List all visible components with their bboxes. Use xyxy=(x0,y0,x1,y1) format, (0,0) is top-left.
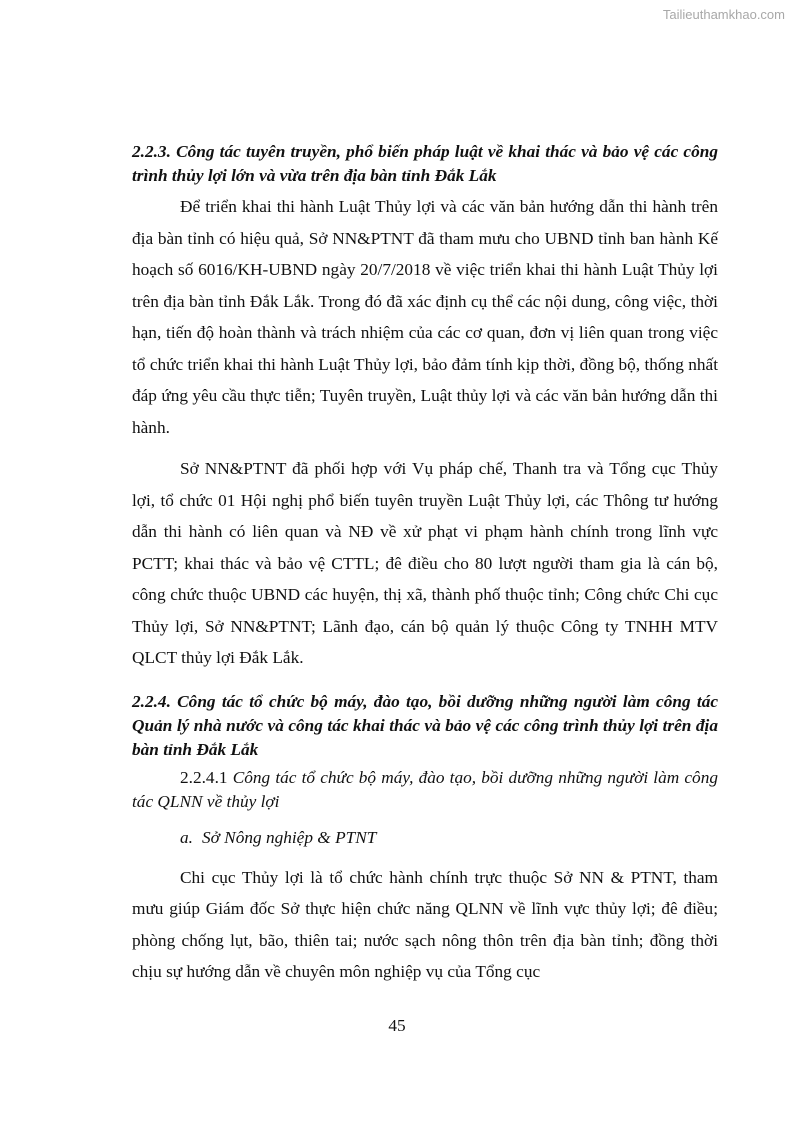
list-item-letter: a. xyxy=(180,827,193,847)
paragraph-2-2-3-first: Để triển khai thi hành Luật Thủy lợi và các văn bản hướng dẫn thi hành trên địa bàn tỉnh có hiệu quả, Sở NN&PTNT đã tham mưu cho UBND tỉnh ban hành Kế hoạch số 6016/KH-UBND ngày 20/7/2018 về việc triển khai thi hành Luật Thủy lợi trên địa bàn tỉnh Đắk Lắk. Trong đó đã xác định cụ thể các nội dung, công việc, thời hạn, tiến độ hoàn thành và trách nhiệm của các cơ quan, đơn vị liên quan trong việc tổ chức triển khai thi hành Luật Thủy lợi, bảo đảm tính kịp thời, đồng bộ, thống nhất đáp ứng yêu cầu thực tiễn; Tuyên truyền, Luật thủy lợi và các văn bản hướng dẫn thi hành. xyxy=(132,197,718,437)
section-heading-2-2-3: 2.2.3. Công tác tuyên truyền, phổ biến pháp luật về khai thác và bảo vệ các công trình thủy lợi lớn và vừa trên địa bàn tỉnh Đắk Lắk xyxy=(132,142,718,185)
section-heading-2-2-4: 2.2.4. Công tác tổ chức bộ máy, đào tạo, bồi dưỡng những người làm công tác Quản lý nhà nước và công tác khai thác và bảo vệ các công trình thủy lợi trên địa bàn tỉnh Đắk Lắk xyxy=(132,691,718,759)
paragraph-2-2-4-body: Chi cục Thủy lợi là tổ chức hành chính trực thuộc Sở NN & PTNT, tham mưu giúp Giám đốc Sở thực hiện chức năng QLNN về lĩnh vực thủy lợi; đê điều; phòng chống lụt, bão, thiên tai; nước sạch nông thôn trên địa bàn tỉnh; đồng thời chịu sự hướng dẫn về chuyên môn nghiệp vụ của Tổng cục xyxy=(132,867,718,981)
subsection-title: Công tác tổ chức bộ máy, đào tạo, bồi dưỡng những người làm công tác QLNN về thủy lợi xyxy=(132,767,718,811)
list-item-title: Sở Nông nghiệp & PTNT xyxy=(202,827,377,847)
page-number: 45 xyxy=(388,1016,406,1035)
paragraph-2-2-3-second: Sở NN&PTNT đã phối hợp với Vụ pháp chế, Thanh tra và Tổng cục Thủy lợi, tổ chức 01 Hội nghị phổ biến tuyên truyền Luật Thủy lợi, các Thông tư hướng dẫn thi hành có liên quan và NĐ về xử phạt vi phạm hành chính trong lĩnh vực PCTT; khai thác và bảo vệ CTTL; đê điều cho 80 lượt người tham gia là cán bộ, công chức thuộc UBND các huyện, thị xã, thành phố thuộc tỉnh; Công chức Chi cục Thủy lợi, Sở NN&PTNT; Lãnh đạo, cán bộ quản lý thuộc Công ty TNHH MTV QLCT thủy lợi Đắk Lắk. xyxy=(132,459,718,667)
list-item-a xyxy=(180,826,718,850)
subsection-number: 2.2.4.1 xyxy=(180,767,228,787)
subsection-heading-2-2-4-1 xyxy=(132,766,718,814)
document-page-body xyxy=(132,140,718,988)
watermark-text: Tailieuthamkhao.com xyxy=(662,7,785,22)
